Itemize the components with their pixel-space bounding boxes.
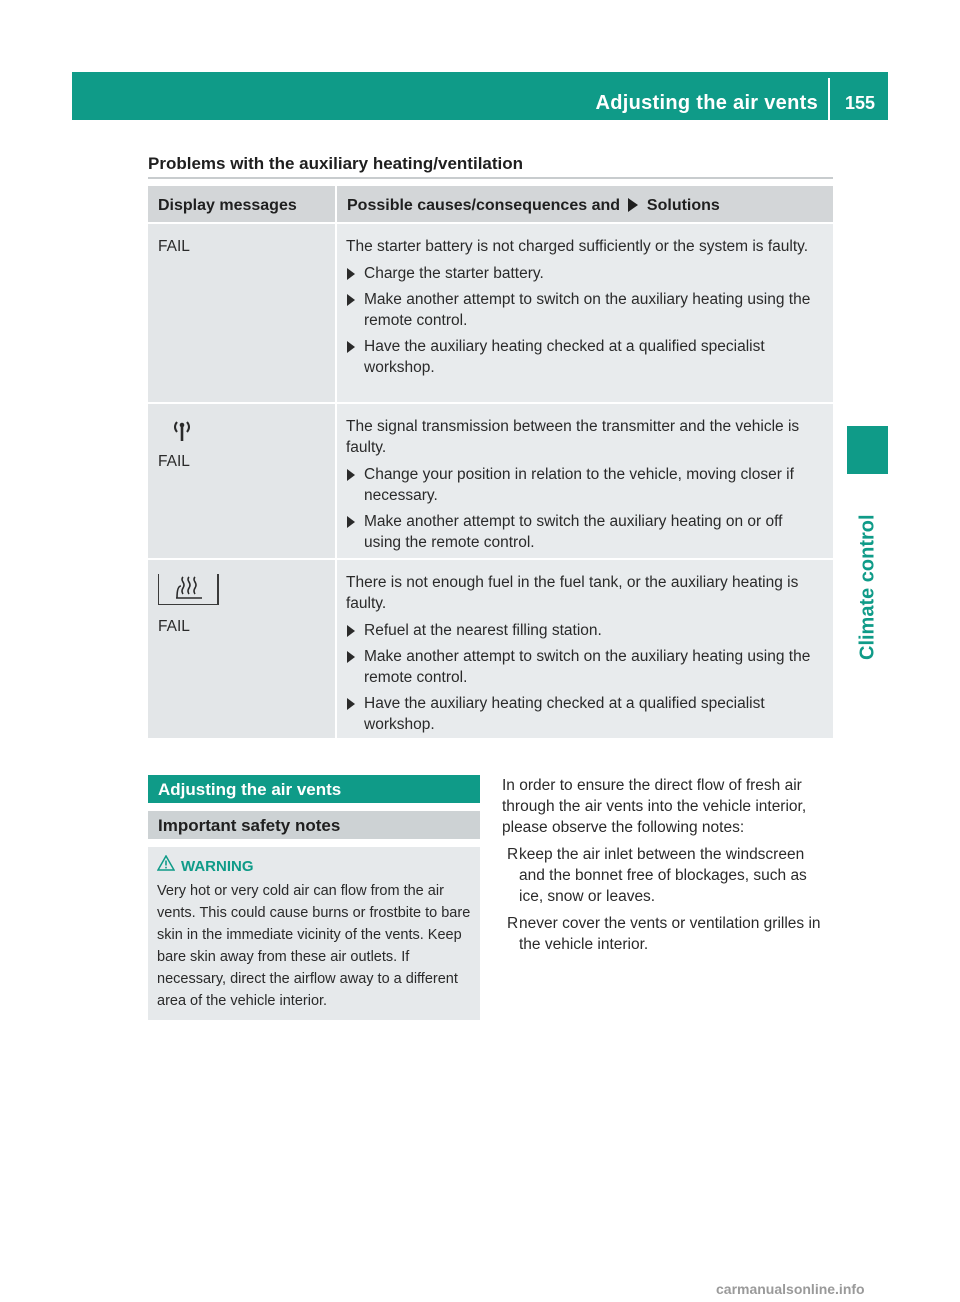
header-causes-solutions [337,186,833,222]
step-arrow-icon [347,698,355,710]
step-arrow-icon [347,651,355,663]
solution-step: Charge the starter battery. [346,263,823,284]
solution-step: Make another attempt to switch the auxiliary heating on or off using the remote control. [346,511,823,553]
cause-solution-cell [337,560,833,738]
step-arrow-icon [347,268,355,280]
chapter-tab [847,426,888,474]
solution-step: Have the auxiliary heating checked at a qualified specialist workshop. [346,336,823,378]
problems-table [148,186,833,738]
air-vents-right-column [502,775,834,955]
chapter-label: Climate control [856,514,879,660]
display-message: FAIL [158,453,190,470]
display-message-cell [148,224,335,402]
step-arrow-icon [347,469,355,481]
table-row [148,404,833,558]
table-row [148,560,833,738]
solution-step: Refuel at the nearest filling station. [346,620,823,641]
step-arrow-icon [347,294,355,306]
cause-text: The signal transmission between the transmitter and the vehicle is faulty. [346,418,800,456]
display-message-cell [148,404,335,558]
display-message-cell [148,560,335,738]
safety-notes-heading: Important safety notes [148,811,480,839]
section-divider [148,177,833,179]
solution-step: Make another attempt to switch on the auxiliary heating using the remote control. [346,289,823,331]
list-item: R keep the air inlet between the windscreen and the bonnet free of blockages, such as ice, snow or leaves. [507,846,807,905]
solution-step: Make another attempt to switch on the auxiliary heating using the remote control. [346,646,823,688]
cause-text: There is not enough fuel in the fuel tank, or the auxiliary heating is faulty. [346,574,799,612]
page-header [72,72,888,120]
warning-header [157,855,472,878]
air-vents-heading: Adjusting the air vents [148,775,480,803]
header-divider [828,78,830,120]
auxiliary-heating-icon [158,574,219,605]
step-arrow-icon [347,341,355,353]
solution-step: Change your position in relation to the vehicle, moving closer if necessary. [346,464,823,506]
bullet-mark: R [507,846,519,863]
table-header [148,186,833,222]
header-causes-label: Possible causes/consequences and [347,197,621,214]
air-vents-left-column [148,775,480,1020]
section-title: Problems with the auxiliary heating/ventilation [148,154,524,173]
display-message: FAIL [158,238,190,255]
display-message: FAIL [158,618,190,635]
cause-solution-cell [337,224,833,402]
solution-arrow-icon [628,198,638,212]
warning-text: Very hot or very cold air can flow from the air vents. This could cause burns or frostbite to bare skin in the immediate vicinity of the vents. Keep bare skin away from these air outlets. If necessary, direct the airflow away to a different area of the vehicle interior. [157,883,471,1009]
cause-text: The starter battery is not charged sufficiently or the system is faulty. [346,238,809,255]
notes-intro: In order to ensure the direct flow of fresh air through the air vents into the vehicle interior, please observe the following notes: [502,777,807,836]
warning-box [148,847,480,1020]
header-solutions-label: Solutions [646,197,720,214]
header-display-messages: Display messages [148,186,335,222]
step-arrow-icon [347,516,355,528]
table-row [148,224,833,402]
page-number: 155 [844,93,876,113]
warning-label: WARNING [181,857,254,875]
header-title: Adjusting the air vents [595,92,818,114]
solution-step: Have the auxiliary heating checked at a qualified specialist workshop. [346,693,823,735]
warning-triangle-icon [157,855,175,878]
footer-watermark: carmanualsonline.info [716,1281,865,1297]
step-arrow-icon [347,625,355,637]
bullet-mark: R [507,915,519,932]
list-item: R never cover the vents or ventilation grilles in the vehicle interior. [507,915,821,953]
cause-solution-cell [337,404,833,558]
antenna-signal-icon [170,418,325,447]
